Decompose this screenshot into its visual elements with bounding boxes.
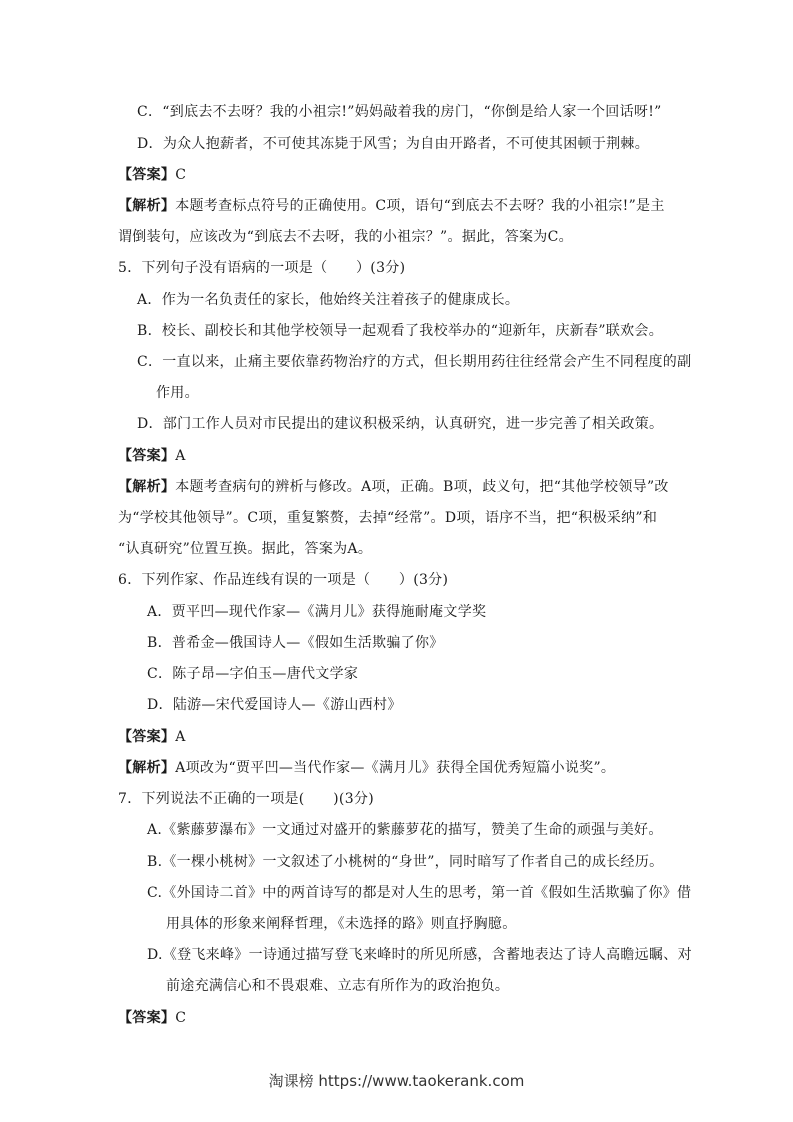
answer-label: 【答案】 [118, 1010, 176, 1026]
footer-watermark: 淘课榜 https://www.taokerank.com [268, 1072, 525, 1090]
answer-label: 【答案】 [118, 729, 176, 745]
q7-option-d-line-2: 前途充满信心和不畏艰难、立志有所作为的政治抱负。 [166, 978, 510, 994]
q7-answer [118, 1009, 186, 1027]
q5-analysis-line-3: “认真研究”位置互换。据此，答案为A。 [118, 541, 373, 557]
q7-option-c-line-1: C.《外国诗二首》中的两首诗写的都是对人生的思考，第一首《假如生活欺骗了你》借 [147, 885, 692, 901]
q6-option-c: C．陈子昂—字伯玉—唐代文学家 [147, 666, 359, 682]
q5-answer [118, 447, 186, 465]
answer-label: 【答案】 [118, 448, 176, 464]
q7-option-d-line-1: D.《登飞来峰》一诗通过描写登飞来峰时的所见所感，含蓄地表达了诗人高瞻远瞩、对 [147, 947, 692, 963]
q5-analysis-line-2: 为“学校其他领导”。C项，重复繁赘，去掉“经常”。D项，语序不当，把“积极采纳”和 [118, 510, 658, 526]
q5-option-a: A．作为一名负责任的家长，他始终关注着孩子的健康成长。 [137, 292, 520, 308]
analysis-label: 【解析】 [118, 760, 176, 776]
q5-option-c-line-1: C．一直以来，止痛主要依靠药物治疗的方式，但长期用药往往经常会产生不同程度的副 [137, 354, 692, 370]
q5-analysis-line-1 [118, 478, 669, 496]
answer-value: C [175, 167, 187, 183]
analysis-label: 【解析】 [118, 198, 176, 214]
q7-option-c-line-2: 用具体的形象来阐释哲理，《未选择的路》则直抒胸臆。 [166, 916, 517, 932]
q6-analysis-line-1 [118, 759, 615, 777]
answer-label: 【答案】 [118, 167, 176, 183]
q7-option-b: B.《一棵小桃树》一文叙述了小桃树的“身世”，同时暗写了作者自己的成长经历。 [147, 854, 664, 870]
q5-option-b: B．校长、副校长和其他学校领导一起观看了我校举办的“迎新年，庆新春”联欢会。 [137, 323, 663, 339]
analysis-text: 本题考查病句的辨析与修改。A项，正确。B项，歧义句，把“其他学校领导”改 [175, 479, 669, 495]
q4-analysis-line-1 [118, 197, 665, 215]
answer-value: A [175, 448, 186, 464]
q4-option-c: C．“到底去不去呀？我的小祖宗!”妈妈敲着我的房门，“你倒是给人家一个回话呀!” [137, 104, 662, 120]
q4-option-d: D．为众人抱薪者，不可使其冻毙于风雪；为自由开路者，不可使其困顿于荆棘。 [137, 136, 650, 152]
q4-answer [118, 166, 186, 184]
q6-option-d: D．陆游—宋代爱国诗人—《游山西村》 [147, 697, 402, 713]
analysis-text: A项改为“贾平凹—当代作家—《满月儿》获得全国优秀短篇小说奖”。 [175, 760, 616, 776]
analysis-label: 【解析】 [118, 479, 176, 495]
q6-stem: 6．下列作家、作品连线有误的一项是（ ）(3分) [118, 572, 449, 588]
q5-stem: 5．下列句子没有语病的一项是（ ）(3分) [118, 260, 406, 276]
answer-value: C [175, 1010, 187, 1026]
q5-option-c-line-2: 作用。 [156, 385, 199, 401]
q5-option-d: D．部门工作人员对市民提出的建议积极采纳，认真研究，进一步完善了相关政策。 [137, 416, 664, 432]
q6-option-a: A．贾平凹—现代作家—《满月儿》获得施耐庵文学奖 [147, 604, 487, 620]
q6-answer [118, 728, 186, 746]
q7-stem: 7．下列说法不正确的一项是( )(3分) [118, 791, 374, 807]
q7-option-a: A.《紫藤萝瀑布》一文通过对盛开的紫藤萝花的描写，赞美了生命的顽强与美好。 [147, 822, 663, 838]
analysis-text: 本题考查标点符号的正确使用。C项，语句“到底去不去呀？我的小祖宗!”是主 [175, 198, 665, 214]
q6-option-b: B．普希金—俄国诗人—《假如生活欺骗了你》 [147, 635, 444, 651]
answer-value: A [175, 729, 186, 745]
q4-analysis-line-2: 谓倒装句，应该改为“到底去不去呀，我的小祖宗？”。据此，答案为C。 [118, 229, 573, 245]
